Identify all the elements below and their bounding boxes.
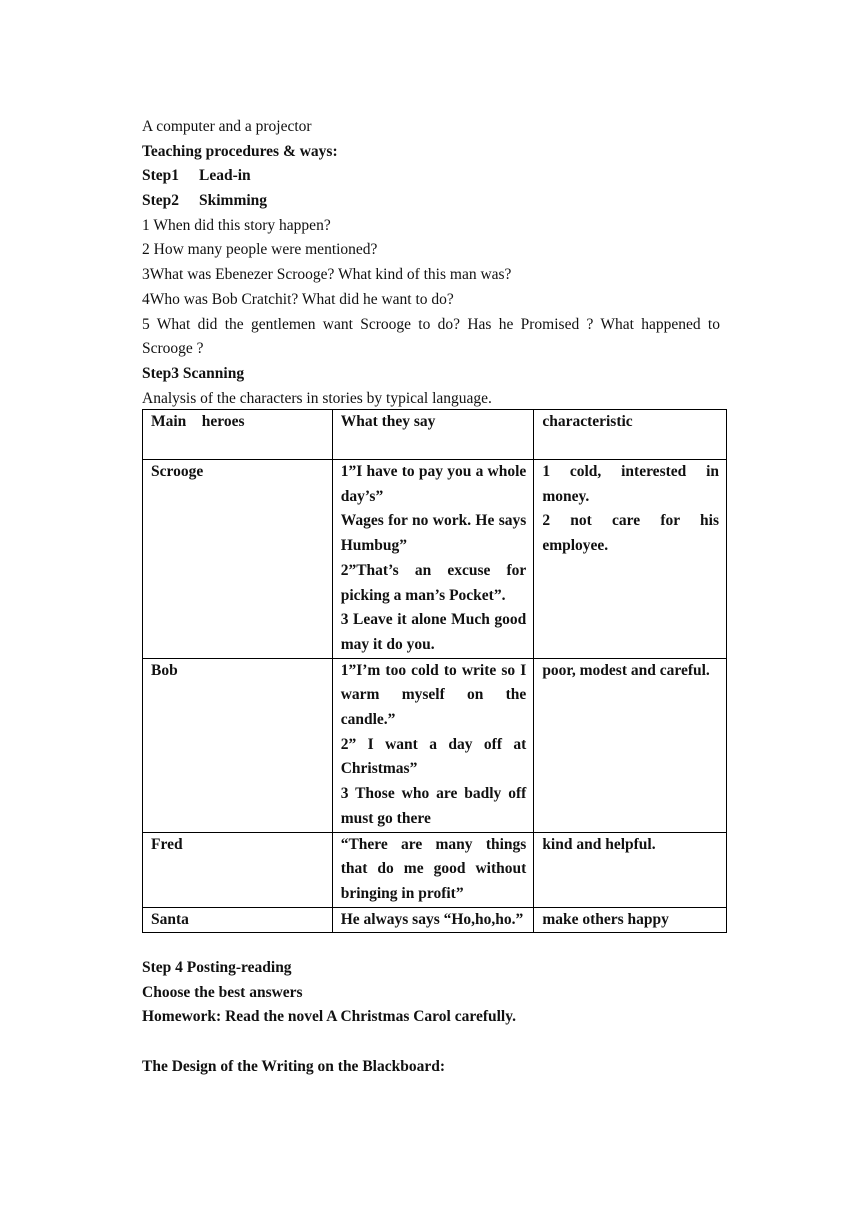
step4-heading: Step 4 Posting-reading (142, 959, 292, 976)
trait-part: poor, modest and careful. (542, 661, 710, 679)
says-cell (332, 658, 534, 832)
trait-cell (534, 658, 727, 832)
trait-part: kind and helpful. (542, 835, 656, 853)
says-part: 3 Those who are badly off must go there (340, 785, 527, 827)
step3-heading: Step3 Scanning (142, 364, 245, 382)
header-characteristic: characteristic (534, 410, 727, 460)
hero-name-cell: Bob (143, 658, 333, 832)
says-part: Wages for no work. He says Humbug” (340, 512, 527, 555)
says-part: He always says “Ho,ho,ho.” (340, 910, 524, 928)
says-part: 2” I want a day off at Christmas” (340, 735, 527, 778)
says-cell (332, 907, 534, 933)
says-cell (332, 832, 534, 907)
analysis-line: Analysis of the characters in stories by typical language. (142, 389, 492, 407)
trait-part: make others happy (542, 910, 669, 928)
says-part: 3 Leave it alone Much good may it do you. (340, 611, 527, 653)
question-2: 2 How many people were mentioned? (142, 241, 378, 259)
question-4: 4Who was Bob Cratchit? What did he want to do? (142, 290, 454, 308)
hero-name-cell: Fred (143, 832, 333, 907)
trait-cell (534, 832, 727, 907)
question-1: 1 When did this story happen? (142, 216, 331, 234)
step2-title: Skimming (199, 192, 268, 210)
table-row (143, 658, 727, 832)
hero-name-cell: Scrooge (143, 460, 333, 659)
header-what-they-say: What they say (332, 410, 534, 460)
says-cell (332, 460, 534, 659)
homework-line: Homework: Read the novel A Christmas Carol carefully. (142, 1008, 516, 1026)
question-3: 3What was Ebenezer Scrooge? What kind of this man was? (142, 266, 512, 284)
after-table-section (142, 956, 720, 1079)
table-row (143, 460, 727, 659)
equipment-line: A computer and a projector (142, 118, 312, 135)
trait-part: 1 cold, interested in money. (542, 463, 719, 505)
says-part: 2”That’s an excuse for picking a man’s Pocket”. (340, 561, 527, 604)
says-part: “There are many things that do me good without bringing in profit” (340, 835, 527, 902)
step2-label: Step2 (142, 192, 180, 210)
choose-line: Choose the best answers (142, 983, 303, 1001)
hero-name-cell: Santa (143, 907, 333, 933)
trait-cell (534, 907, 727, 933)
table-row (143, 832, 727, 907)
says-part: 1”I have to pay you a whole day’s” (340, 463, 527, 505)
trait-part: 2 not care for his employee. (542, 512, 719, 555)
header-main-heroes: Main heroes (143, 410, 333, 460)
step1-heading (142, 164, 720, 189)
trait-cell (534, 460, 727, 659)
spacer (142, 1030, 720, 1055)
procedures-heading: Teaching procedures & ways: (142, 142, 338, 160)
lesson-plan-body (142, 115, 720, 411)
table-row (143, 907, 727, 933)
blackboard-design-heading: The Design of the Writing on the Blackboard: (142, 1057, 445, 1075)
question-5: 5 What did the gentlemen want Scrooge to do? Has he Promised ? What happened to Scrooge ? (142, 315, 720, 358)
step1-title: Lead-in (199, 167, 251, 185)
characters-table (142, 409, 727, 933)
step1-label: Step1 (142, 167, 180, 185)
step2-heading (142, 189, 720, 214)
says-part: 1”I’m too cold to write so I warm myself on the candle.” (340, 661, 527, 729)
table-header-row (143, 410, 727, 460)
